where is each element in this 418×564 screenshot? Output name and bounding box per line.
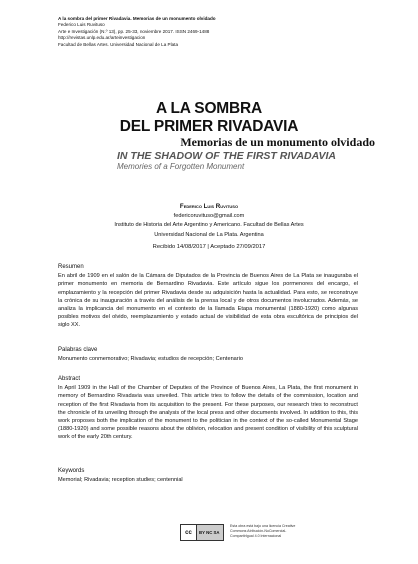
header-line-citation: Arte e Investigación (N.º 13), pp. 25-33, noviembre 2017. ISSN 2469-1488	[58, 28, 210, 34]
keywords-label: Keywords	[58, 468, 85, 474]
english-title: IN THE SHADOW OF THE FIRST RIVADAVIA	[117, 150, 336, 162]
subtitle: Memorias de un monumento olvidado	[180, 135, 375, 149]
abstract-label: Abstract	[58, 376, 81, 382]
license-text: Esta obra está bajo una licencia Creative Commons Atribución-NoComercial-CompartirIgual 4.0 Internacional	[230, 524, 296, 538]
header-line-institution: Facultad de Bellas Artes. Universidad Nacional de La Plata	[58, 41, 179, 47]
journal-header	[58, 16, 358, 48]
author-affiliation-2: Universidad Nacional de La Plata. Argentina	[154, 231, 264, 238]
author-block	[0, 202, 418, 240]
title-line-2: DEL PRIMER RIVADAVIA	[119, 118, 299, 135]
author-affiliation-1: Instituto de Historia del Arte Argentino y Americano. Facultad de Bellas Artes	[114, 222, 304, 228]
abstract-text: In April 1909 in the Hall of the Chamber of Deputies of the Province of Buenos Aires, La Plata, the first monument in memory of Bernardino Rivadavia was unveiled. This article tries to follow the details of the commission, location and reception of the first Rivadavia from its acquisition to the present. For these purposes, our research tries to reconstruct the chronicle of its unveiling through the analysis of the local press and other documents involved. In addition to this, this work proposes both the implication of the monument to the politician in the context of the so-called Monumental Stage (1880-1920) and some possible reasons about the oblivion, relocation and present condition of visibility of this sculptural work of the early 20th century.	[58, 385, 358, 441]
keywords-text: Memorial; Rivadavia; reception studies; centennial	[58, 477, 183, 484]
title-block	[0, 100, 418, 172]
cc-icon: cc	[181, 525, 197, 540]
english-subtitle: Memories of a Forgotten Monument	[117, 162, 245, 171]
header-line-author: Federico Luis Ruvituso	[58, 22, 105, 28]
received-accepted-dates: Recibido 14/08/2017 | Aceptado 27/09/2017	[152, 244, 266, 250]
abstract-section	[58, 375, 358, 442]
title-line-1: A LA SOMBRA	[155, 100, 262, 117]
creative-commons-badge[interactable]	[180, 524, 224, 541]
resumen-text: En abril de 1909 en el salón de la Cámara de Diputados de la Provincia de Buenos Aires de La Plata se inauguraba el primer monumento en memoria de Bernardino Rivadavia. Este artículo sigue los pormenores del encargo, el emplazamiento y la recepción del primer Rivadavia desde su adquisición hasta la actualidad. Para esto, se reconstruye la crónica de su inauguración a través del análisis de la prensa local y de otros documentos involucrados. Además, se analiza la implicancia del monumento en el contexto de la llamada Etapa monumental (1880-1920) como algunas posibles motivos del olvido, reemplazamiento y estado actual de visibilidad de esta obra escultórica de principios del siglo XX.	[58, 273, 358, 329]
author-name: Federico Luis Ruvituso	[179, 203, 239, 210]
license-block	[180, 524, 300, 541]
palabras-clave-label: Palabras clave	[58, 347, 98, 353]
header-line-title: A la sombra del primer Rivadavia. Memorias de un monumento olvidado	[58, 16, 216, 21]
palabras-clave-section	[58, 346, 358, 363]
keywords-section	[58, 467, 358, 484]
author-email[interactable]: federicoruvituso@gmail.com	[173, 212, 245, 219]
resumen-section	[58, 263, 358, 330]
palabras-clave-text: Monumento conmemorativo; Rivadavia; estudios de recepción; Centenario	[58, 356, 244, 363]
resumen-label: Resumen	[58, 264, 84, 270]
cc-terms-icons: BY NC SA	[199, 530, 220, 535]
header-line-url[interactable]: http://revistas.unlp.edu.ar/arteinvestigacion	[58, 35, 146, 41]
